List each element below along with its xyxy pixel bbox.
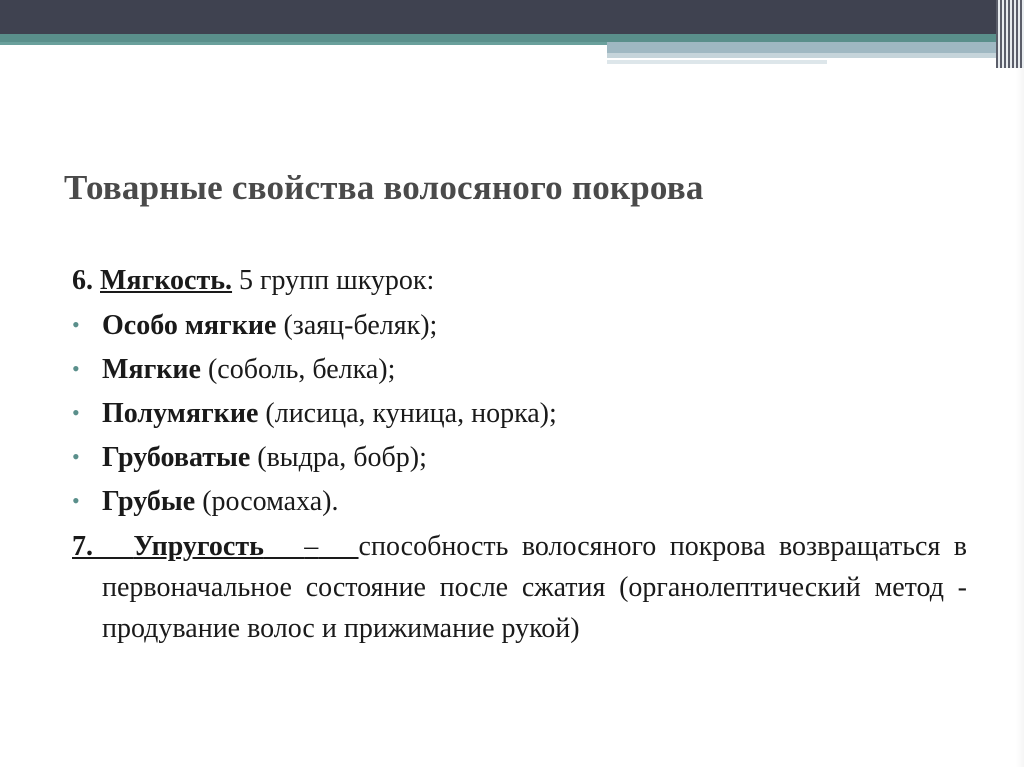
header-bar-light [607,42,1024,53]
elasticity-dash: – [304,531,319,562]
group-examples: (выдра, бобр); [257,442,427,473]
group-name: Грубые [102,486,196,517]
bullet-icon: • [72,356,80,381]
header-bar-dark [0,0,1024,34]
slide-title: Товарные свойства волосяного покрова [64,168,704,207]
elasticity-paragraph [72,526,967,649]
softness-description: 5 групп шкурок: [239,265,435,296]
softness-label: Мягкость. [100,265,233,296]
list-item [72,304,967,348]
elasticity-text: способность волосяного покрова возвращаться в первоначальное состояние после сжатия (органолептический метод - продувание волос и прижимание рукой) [102,531,967,644]
page-edge-shadow [1016,68,1024,767]
group-examples: (лисица, куница, норка); [265,398,557,429]
group-examples: (росомаха). [202,486,339,517]
softness-heading [72,260,967,304]
softness-number: 6. [72,265,93,296]
group-name: Грубоватые [102,442,251,473]
group-examples: (соболь, белка); [207,354,396,385]
bullet-icon: • [72,312,80,337]
bullet-icon: • [72,400,80,425]
list-item [72,480,967,524]
header-bar-teal [0,34,1024,42]
list-item [72,392,967,436]
slide-body [72,260,967,649]
elasticity-label: Упругость [133,531,264,562]
list-item [72,348,967,392]
list-item [72,436,967,480]
group-name: Полумягкие [102,398,259,429]
corner-stripes [996,0,1024,68]
elasticity-number: 7. [72,531,93,562]
header-bar-lightest [607,60,827,64]
bullet-icon: • [72,488,80,513]
group-examples: (заяц-беляк); [283,310,438,341]
header-bar-teal-thin [0,42,607,45]
bullet-icon: • [72,444,80,469]
group-name: Мягкие [102,354,201,385]
group-name: Особо мягкие [102,310,277,341]
header-bar-lighter [607,53,1024,58]
